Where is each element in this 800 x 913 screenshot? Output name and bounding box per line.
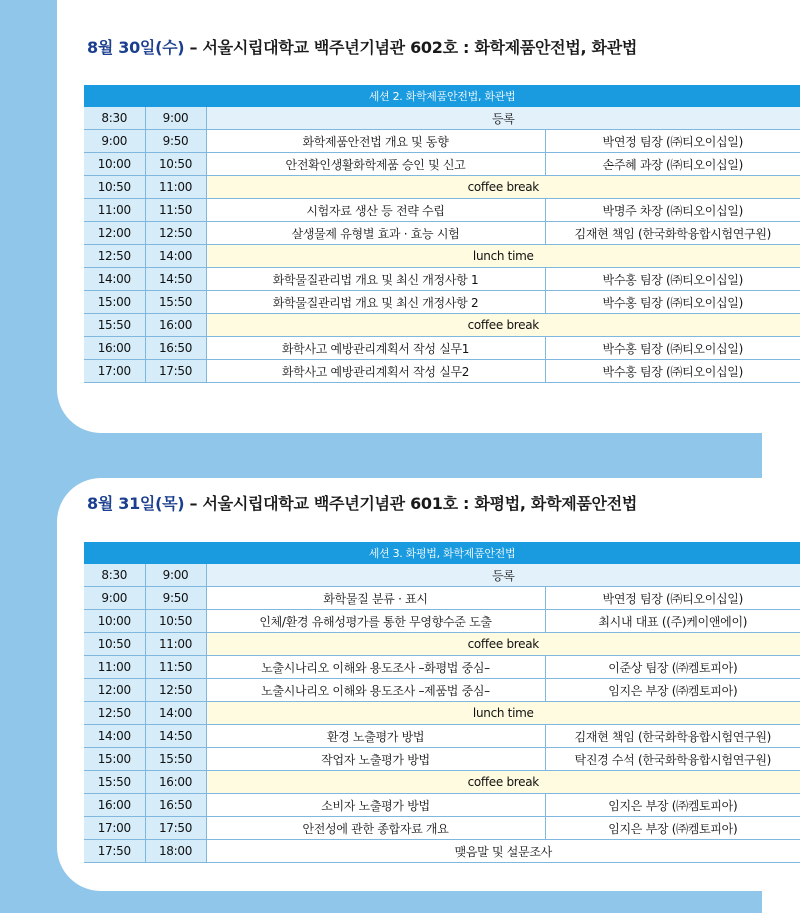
- topic-cell: coffee break: [206, 176, 800, 199]
- topic-cell: 환경 노출평가 방법: [206, 725, 545, 748]
- speaker-cell: 최시내 대표 ((주)케이앤에이): [545, 610, 800, 633]
- table-row: [84, 291, 800, 314]
- start-time: 9:00: [84, 587, 145, 610]
- start-time: 16:00: [84, 794, 145, 817]
- topic-cell: 노출시나리오 이해와 용도조사 –제품법 중심–: [206, 679, 545, 702]
- table-header-row: [84, 86, 800, 107]
- topic-cell: 화학물질관리법 개요 및 최신 개정사항 2: [206, 291, 545, 314]
- table-row: [84, 130, 800, 153]
- topic-cell: 소비자 노출평가 방법: [206, 794, 545, 817]
- table-row: [84, 564, 800, 587]
- end-time: 14:50: [145, 268, 206, 291]
- start-time: 10:00: [84, 610, 145, 633]
- session-card-1: [57, 0, 800, 433]
- end-time: 15:50: [145, 748, 206, 771]
- start-time: 12:50: [84, 702, 145, 725]
- end-time: 16:00: [145, 771, 206, 794]
- topic-cell: 화학물질 분류 · 표시: [206, 587, 545, 610]
- speaker-cell: 박수홍 팀장 (㈜티오이십일): [545, 337, 800, 360]
- table-row: [84, 633, 800, 656]
- end-time: 16:00: [145, 314, 206, 337]
- start-time: 14:00: [84, 725, 145, 748]
- topic-cell: 안전확인생활화학제품 승인 및 신고: [206, 153, 545, 176]
- topic-cell: coffee break: [206, 633, 800, 656]
- start-time: 10:00: [84, 153, 145, 176]
- start-time: 10:50: [84, 633, 145, 656]
- table-row: [84, 268, 800, 291]
- topic-cell: 노출시나리오 이해와 용도조사 –화평법 중심–: [206, 656, 545, 679]
- start-time: 15:00: [84, 748, 145, 771]
- end-time: 18:00: [145, 840, 206, 863]
- session-title: [87, 491, 637, 514]
- end-time: 11:50: [145, 656, 206, 679]
- table-row: [84, 314, 800, 337]
- topic-cell: 화학사고 예방관리계획서 작성 실무1: [206, 337, 545, 360]
- speaker-cell: 임지은 부장 (㈜켐토피아): [545, 679, 800, 702]
- table-row: [84, 222, 800, 245]
- start-time: 16:00: [84, 337, 145, 360]
- topic-cell: 화학물질관리법 개요 및 최신 개정사항 1: [206, 268, 545, 291]
- end-time: 14:00: [145, 702, 206, 725]
- speaker-cell: 김재현 책임 (한국화학융합시험연구원): [545, 725, 800, 748]
- end-time: 11:50: [145, 199, 206, 222]
- topic-cell: 인체/환경 유해성평가를 통한 무영향수준 도출: [206, 610, 545, 633]
- session-date: 8월 31일(목): [87, 494, 185, 513]
- table-row: [84, 725, 800, 748]
- speaker-cell: 임지은 부장 (㈜켐토피아): [545, 817, 800, 840]
- topic-cell: 작업자 노출평가 방법: [206, 748, 545, 771]
- end-time: 14:00: [145, 245, 206, 268]
- schedule-table: [84, 85, 800, 383]
- topic-cell: 맺음말 및 설문조사: [206, 840, 800, 863]
- speaker-cell: 박수홍 팀장 (㈜티오이십일): [545, 360, 800, 383]
- topic-cell: 시험자료 생산 등 전략 수립: [206, 199, 545, 222]
- start-time: 12:00: [84, 679, 145, 702]
- end-time: 11:00: [145, 176, 206, 199]
- start-time: 8:30: [84, 564, 145, 587]
- table-row: [84, 679, 800, 702]
- start-time: 15:50: [84, 314, 145, 337]
- start-time: 15:00: [84, 291, 145, 314]
- topic-cell: 등록: [206, 107, 800, 130]
- start-time: 11:00: [84, 656, 145, 679]
- schedule-table: [84, 542, 800, 863]
- session-date: 8월 30일(수): [87, 38, 185, 57]
- session-venue: 서울시립대학교 백주년기념관 601호 : 화평법, 화학제품안전법: [202, 494, 638, 513]
- topic-cell: 안전성에 관한 종합자료 개요: [206, 817, 545, 840]
- table-row: [84, 107, 800, 130]
- start-time: 12:50: [84, 245, 145, 268]
- end-time: 10:50: [145, 153, 206, 176]
- end-time: 14:50: [145, 725, 206, 748]
- start-time: 14:00: [84, 268, 145, 291]
- table-row: [84, 771, 800, 794]
- start-time: 17:50: [84, 840, 145, 863]
- speaker-cell: 박수홍 팀장 (㈜티오이십일): [545, 268, 800, 291]
- start-time: 17:00: [84, 817, 145, 840]
- speaker-cell: 김재현 책임 (한국화학융합시험연구원): [545, 222, 800, 245]
- end-time: 16:50: [145, 337, 206, 360]
- topic-cell: lunch time: [206, 702, 800, 725]
- speaker-cell: 손주혜 과장 (㈜티오이십일): [545, 153, 800, 176]
- end-time: 17:50: [145, 360, 206, 383]
- start-time: 12:00: [84, 222, 145, 245]
- end-time: 9:00: [145, 107, 206, 130]
- start-time: 8:30: [84, 107, 145, 130]
- topic-cell: coffee break: [206, 771, 800, 794]
- table-row: [84, 702, 800, 725]
- table-row: [84, 337, 800, 360]
- end-time: 12:50: [145, 679, 206, 702]
- start-time: 17:00: [84, 360, 145, 383]
- end-time: 9:00: [145, 564, 206, 587]
- session-card-2: [57, 478, 800, 891]
- speaker-cell: 임지은 부장 (㈜켐토피아): [545, 794, 800, 817]
- speaker-cell: 박수홍 팀장 (㈜티오이십일): [545, 291, 800, 314]
- table-row: [84, 817, 800, 840]
- start-time: 10:50: [84, 176, 145, 199]
- end-time: 16:50: [145, 794, 206, 817]
- title-dash: –: [189, 494, 198, 513]
- speaker-cell: 이준상 팀장 (㈜켐토피아): [545, 656, 800, 679]
- topic-cell: 화학사고 예방관리계획서 작성 실무2: [206, 360, 545, 383]
- table-row: [84, 610, 800, 633]
- speaker-cell: 박연정 팀장 (㈜티오이십일): [545, 130, 800, 153]
- table-row: [84, 176, 800, 199]
- topic-cell: 화학제품안전법 개요 및 동향: [206, 130, 545, 153]
- end-time: 9:50: [145, 587, 206, 610]
- table-row: [84, 245, 800, 268]
- table-row: [84, 199, 800, 222]
- table-row: [84, 748, 800, 771]
- end-time: 11:00: [145, 633, 206, 656]
- title-dash: –: [189, 38, 198, 57]
- start-time: 9:00: [84, 130, 145, 153]
- start-time: 15:50: [84, 771, 145, 794]
- topic-cell: 살생물제 유형별 효과 · 효능 시험: [206, 222, 545, 245]
- speaker-cell: 박연정 팀장 (㈜티오이십일): [545, 587, 800, 610]
- end-time: 10:50: [145, 610, 206, 633]
- end-time: 12:50: [145, 222, 206, 245]
- end-time: 9:50: [145, 130, 206, 153]
- start-time: 11:00: [84, 199, 145, 222]
- end-time: 17:50: [145, 817, 206, 840]
- table-header-row: [84, 543, 800, 564]
- table-row: [84, 794, 800, 817]
- topic-cell: lunch time: [206, 245, 800, 268]
- session-title: [87, 35, 637, 58]
- topic-cell: 등록: [206, 564, 800, 587]
- session-header: 세션 3. 화평법, 화학제품안전법: [84, 543, 800, 564]
- speaker-cell: 박명주 차장 (㈜티오이십일): [545, 199, 800, 222]
- session-venue: 서울시립대학교 백주년기념관 602호 : 화학제품안전법, 화관법: [202, 38, 638, 57]
- topic-cell: coffee break: [206, 314, 800, 337]
- speaker-cell: 탁진경 수석 (한국화학융합시험연구원): [545, 748, 800, 771]
- table-row: [84, 656, 800, 679]
- session-header: 세션 2. 화학제품안전법, 화관법: [84, 86, 800, 107]
- table-row: [84, 840, 800, 863]
- table-row: [84, 153, 800, 176]
- table-row: [84, 587, 800, 610]
- table-row: [84, 360, 800, 383]
- end-time: 15:50: [145, 291, 206, 314]
